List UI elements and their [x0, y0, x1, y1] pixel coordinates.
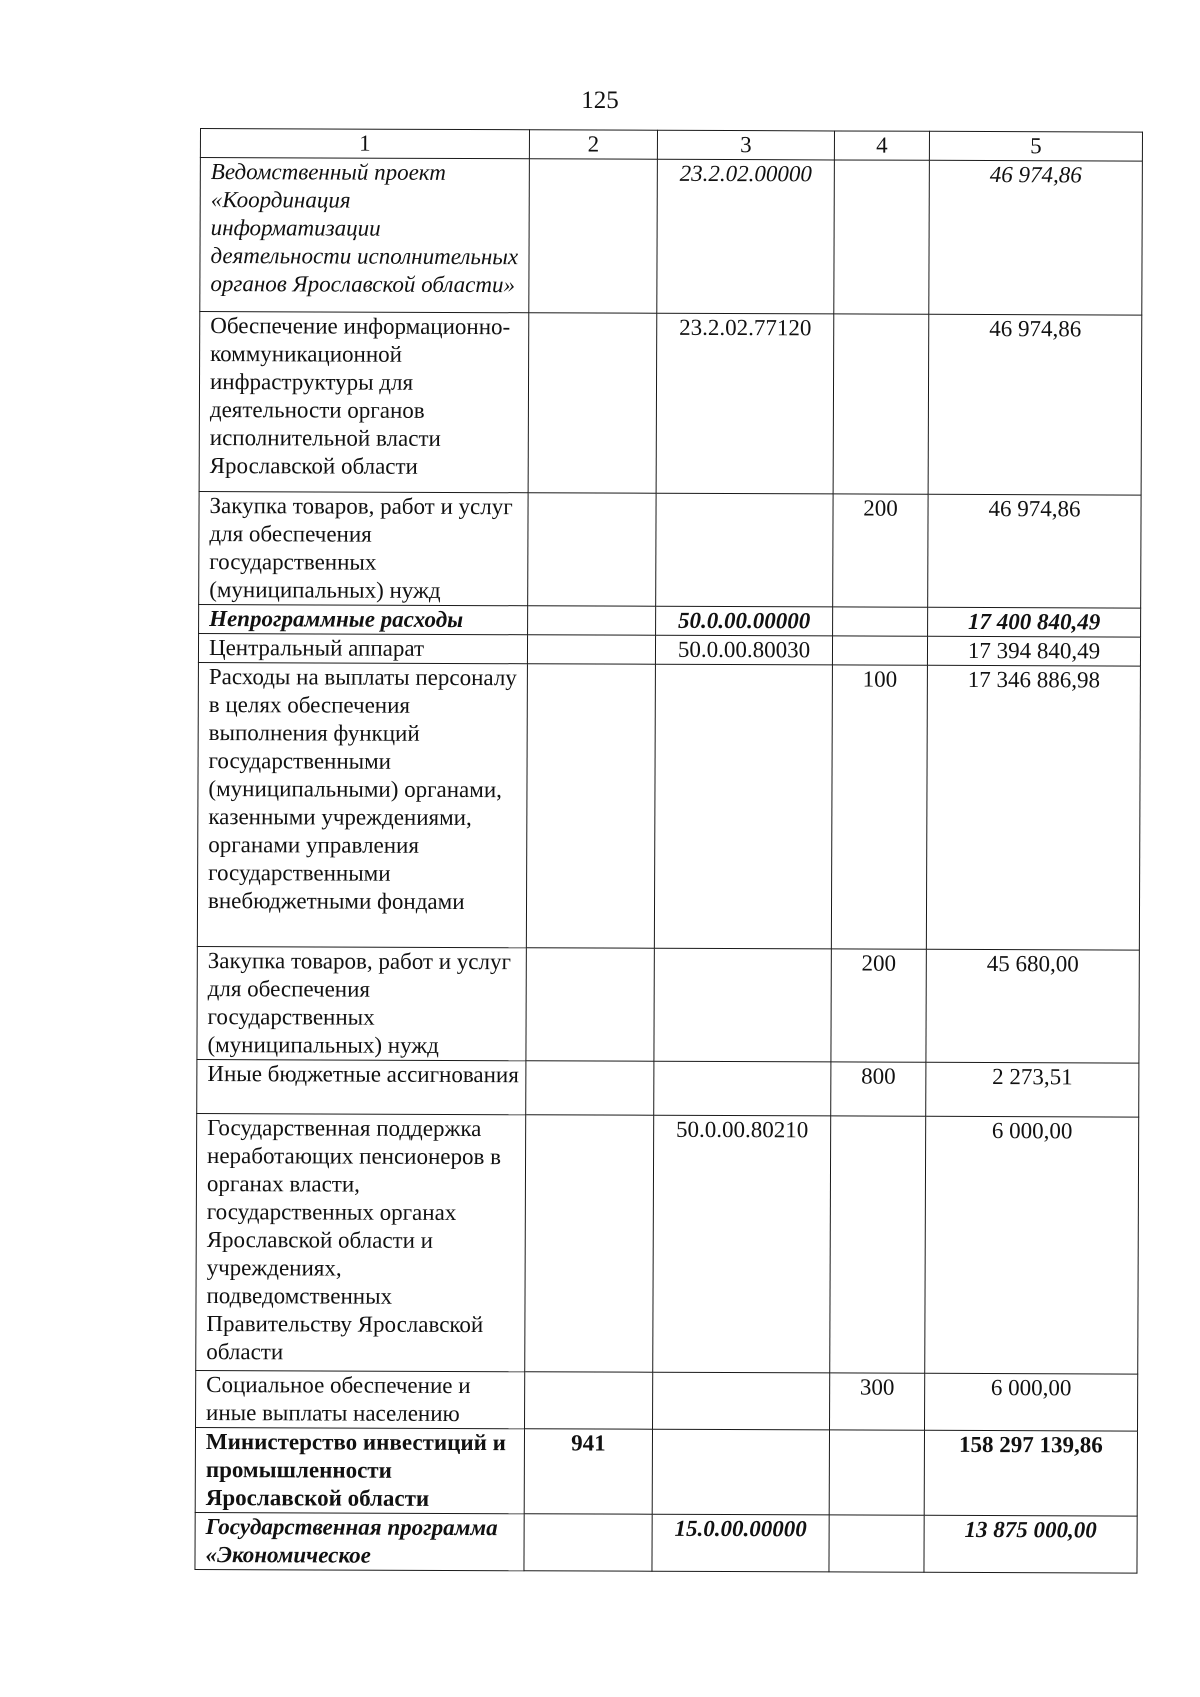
- row-expense-type: [829, 1515, 924, 1572]
- row-expense-type: [832, 636, 927, 665]
- row-name: Закупка товаров, работ и услуг для обеспечения государственных (муниципальных) нужд: [199, 491, 528, 605]
- row-target-code: 50.0.00.80210: [653, 1115, 831, 1373]
- row-target-code: 50.0.00.00000: [656, 606, 833, 636]
- row-amount: 6 000,00: [925, 1373, 1138, 1431]
- row-name: Непрограммные расходы: [199, 604, 528, 634]
- row-amount: 46 974,86: [929, 160, 1143, 315]
- row-name: Ведомственный проект «Координация информатизации деятельности исполнительных органов Ярославской области»: [200, 158, 530, 313]
- row-name: Закупка товаров, работ и услуг для обеспечения государственных (муниципальных) нужд: [197, 946, 526, 1060]
- row-department-code: [525, 1372, 653, 1429]
- row-amount: 46 974,86: [928, 494, 1141, 608]
- row-amount: 45 680,00: [926, 949, 1139, 1063]
- table-row: [200, 158, 1143, 316]
- row-expense-type: 300: [830, 1373, 925, 1430]
- row-amount: 17 346 886,98: [926, 665, 1140, 950]
- row-amount: 158 297 139,86: [924, 1430, 1137, 1516]
- table-row: [199, 312, 1142, 496]
- page-number: 125: [581, 87, 619, 114]
- row-name: Расходы на выплаты персоналу в целях обеспечения выполнения функций государственными (муниципальными) органами, казенными учреждениями, органами управления государственными внебюджетными фондами: [197, 662, 527, 947]
- row-department-code: [527, 635, 655, 664]
- table-header-row: [200, 129, 1142, 162]
- table-row: [197, 946, 1139, 1063]
- row-department-code: [528, 313, 657, 493]
- row-amount: 17 400 840,49: [928, 607, 1141, 637]
- row-department-code: [526, 664, 655, 948]
- budget-table: [194, 128, 1143, 1574]
- row-expense-type: 800: [831, 1062, 926, 1116]
- table-row: [197, 662, 1140, 950]
- row-amount: 2 273,51: [926, 1062, 1139, 1117]
- row-expense-type: 100: [831, 665, 927, 949]
- row-department-code: [524, 1514, 652, 1571]
- row-department-code: [526, 948, 654, 1061]
- row-amount: 13 875 000,00: [924, 1515, 1137, 1573]
- row-name: Государственная поддержка неработающих пенсионеров в органах власти, государственных органах Ярославской области и учреждениях, подведомственных Правительству Ярославской области: [196, 1113, 526, 1371]
- row-target-code: [653, 1372, 830, 1430]
- row-target-code: 15.0.00.00000: [652, 1514, 829, 1572]
- row-target-code: [652, 1429, 829, 1515]
- row-amount: 46 974,86: [928, 314, 1142, 495]
- row-target-code: [654, 948, 831, 1062]
- table-row: [196, 1370, 1138, 1431]
- row-name: Социальное обеспечение и иные выплаты населению: [196, 1370, 525, 1428]
- row-expense-type: [833, 314, 929, 494]
- row-department-code: 941: [524, 1429, 652, 1514]
- column-header-3: 3: [657, 130, 834, 160]
- column-header-5: 5: [929, 131, 1142, 161]
- row-expense-type: [833, 607, 928, 636]
- table-row: [195, 1512, 1137, 1573]
- row-target-code: 23.2.02.00000: [657, 159, 835, 314]
- column-header-2: 2: [529, 130, 657, 159]
- table-row: [198, 633, 1140, 666]
- row-expense-type: 200: [831, 949, 926, 1062]
- table-row: [196, 1113, 1139, 1374]
- row-name: Иные бюджетные ассигнования: [197, 1059, 526, 1114]
- row-target-code: 50.0.00.80030: [655, 635, 832, 665]
- row-expense-type: [830, 1116, 926, 1373]
- row-department-code: [526, 1061, 654, 1115]
- column-header-4: 4: [834, 131, 929, 160]
- column-header-1: 1: [200, 129, 529, 159]
- row-amount: 6 000,00: [925, 1116, 1139, 1374]
- row-expense-type: [829, 1430, 924, 1515]
- row-amount: 17 394 840,49: [927, 636, 1140, 666]
- row-name: Министерство инвестиций и промышленности Ярославской области: [195, 1427, 524, 1513]
- row-target-code: [656, 493, 833, 607]
- row-name: Центральный аппарат: [198, 633, 527, 663]
- row-department-code: [529, 159, 658, 313]
- row-department-code: [528, 606, 656, 635]
- row-department-code: [528, 493, 656, 606]
- row-department-code: [525, 1115, 654, 1372]
- table-row: [197, 1059, 1139, 1117]
- row-name: Обеспечение информационно-коммуникационной инфраструктуры для деятельности органов исполнительной власти Ярославской области: [199, 312, 529, 493]
- row-target-code: [654, 1061, 831, 1116]
- row-target-code: [654, 664, 832, 949]
- table-row: [199, 604, 1141, 637]
- row-expense-type: [834, 160, 930, 314]
- row-expense-type: 200: [833, 494, 928, 607]
- table-row: [199, 491, 1141, 608]
- row-target-code: 23.2.02.77120: [656, 313, 834, 494]
- row-name: Государственная программа «Экономическое: [195, 1512, 524, 1570]
- table-row: [195, 1427, 1137, 1516]
